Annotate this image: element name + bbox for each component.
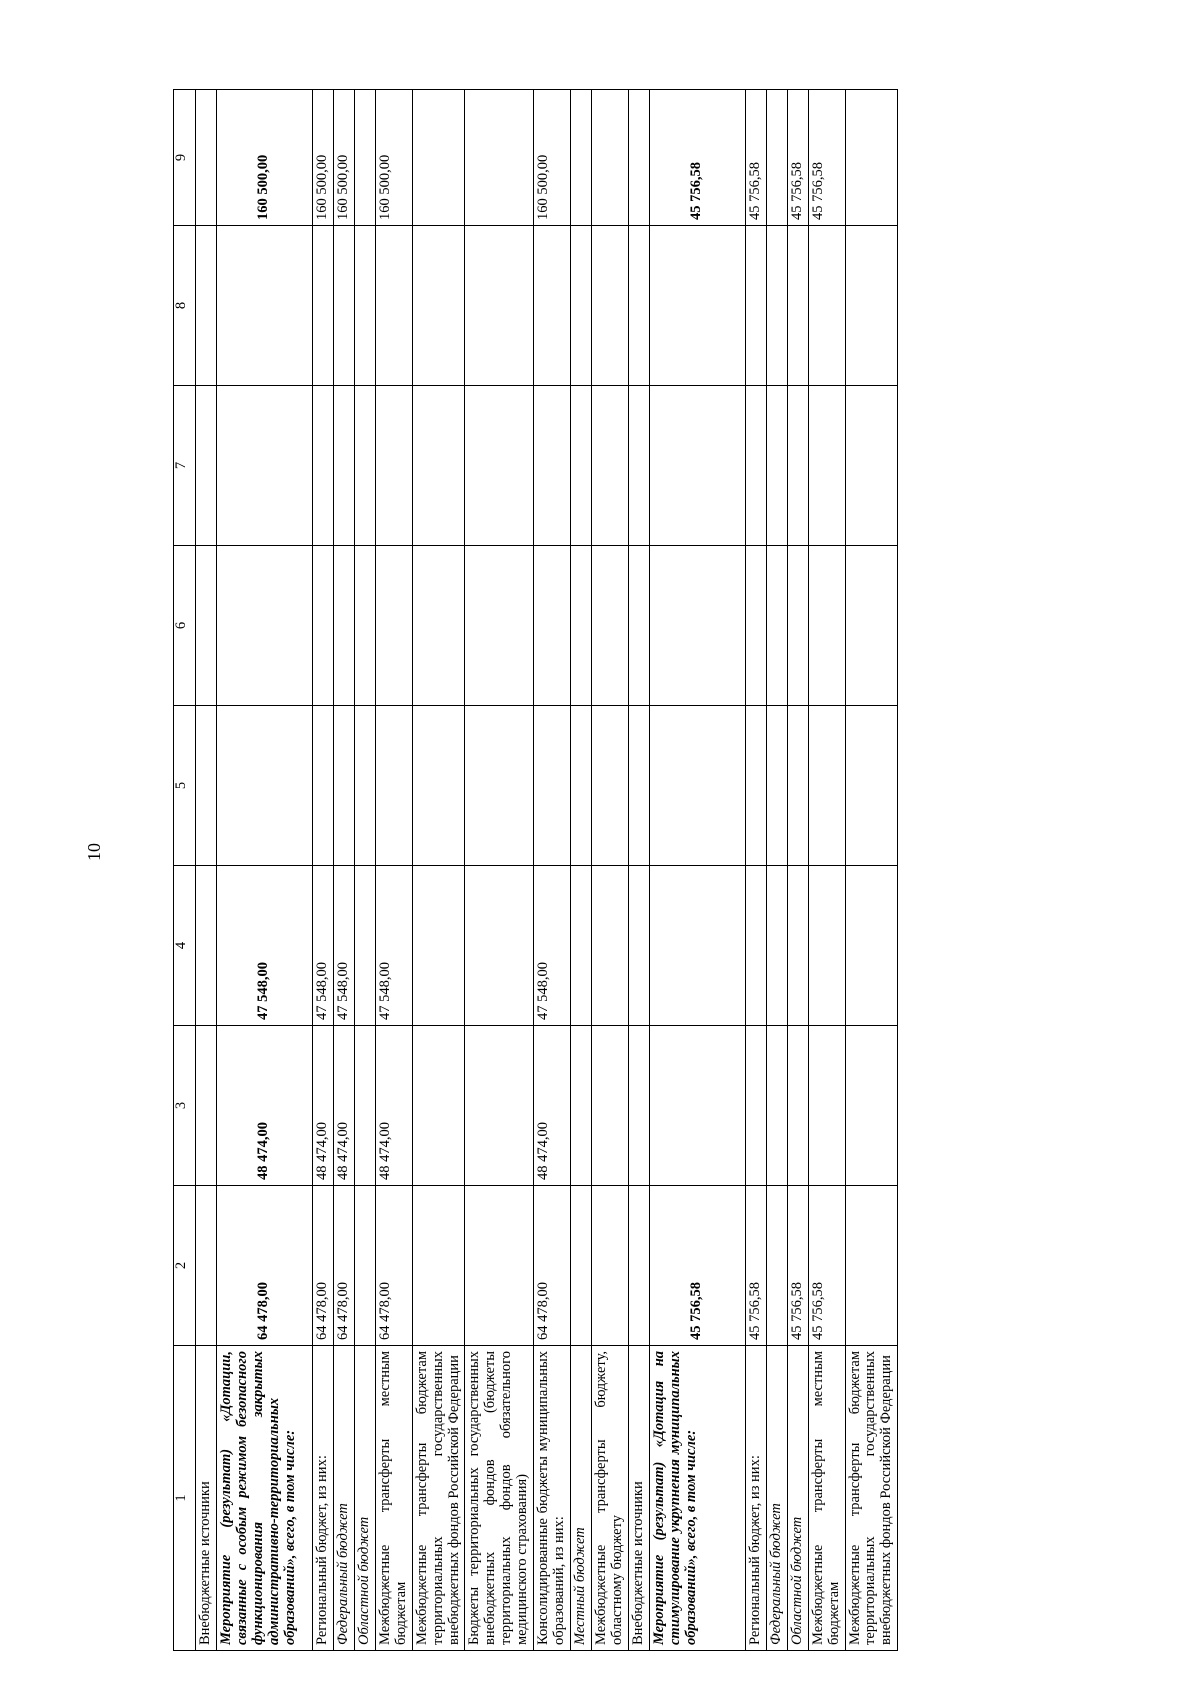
value-cell-col-7 bbox=[333, 386, 354, 546]
value-cell-col-3 bbox=[766, 1026, 787, 1186]
value-cell-col-7 bbox=[216, 386, 312, 546]
value-cell-col-3 bbox=[745, 1026, 766, 1186]
value-cell-col-8 bbox=[312, 226, 333, 386]
value-cell-col-6 bbox=[745, 546, 766, 706]
value-cell-col-7 bbox=[649, 386, 745, 546]
value-cell-col-6 bbox=[766, 546, 787, 706]
value-cell-col-3: 48 474,00 bbox=[312, 1026, 333, 1186]
value-cell-col-4 bbox=[412, 866, 465, 1026]
column-number-2: 2 bbox=[174, 1186, 196, 1346]
value-cell-col-4: 47 548,00 bbox=[375, 866, 412, 1026]
row-label: Межбюджетные трансферты местным бюджетам bbox=[375, 1346, 412, 1651]
row-label: Региональный бюджет, из них: bbox=[312, 1346, 333, 1651]
value-cell-col-7 bbox=[745, 386, 766, 546]
value-cell-col-6 bbox=[312, 546, 333, 706]
value-cell-col-2: 64 478,00 bbox=[312, 1186, 333, 1346]
value-cell-col-6 bbox=[465, 546, 534, 706]
value-cell-col-3: 48 474,00 bbox=[375, 1026, 412, 1186]
value-cell-col-2: 45 756,58 bbox=[745, 1186, 766, 1346]
table-row bbox=[808, 90, 845, 1651]
value-cell-col-4 bbox=[592, 866, 629, 1026]
row-label: Межбюджетные трансферты бюджету, областному бюджету bbox=[592, 1346, 629, 1651]
value-cell-col-2: 45 756,58 bbox=[649, 1186, 745, 1346]
table-row bbox=[592, 90, 629, 1651]
value-cell-col-9: 45 756,58 bbox=[808, 90, 845, 226]
value-cell-col-3 bbox=[787, 1026, 808, 1186]
value-cell-col-2 bbox=[592, 1186, 629, 1346]
value-cell-col-4 bbox=[649, 866, 745, 1026]
value-cell-col-7 bbox=[787, 386, 808, 546]
table-row bbox=[312, 90, 333, 1651]
value-cell-col-6 bbox=[592, 546, 629, 706]
value-cell-col-6 bbox=[333, 546, 354, 706]
value-cell-col-9 bbox=[196, 90, 217, 226]
row-label: Внебюджетные источники bbox=[196, 1346, 217, 1651]
value-cell-col-9: 160 500,00 bbox=[333, 90, 354, 226]
value-cell-col-7 bbox=[534, 386, 571, 546]
value-cell-col-9: 160 500,00 bbox=[375, 90, 412, 226]
value-cell-col-9 bbox=[465, 90, 534, 226]
value-cell-col-4 bbox=[196, 866, 217, 1026]
value-cell-col-6 bbox=[649, 546, 745, 706]
table-row bbox=[766, 90, 787, 1651]
value-cell-col-8 bbox=[375, 226, 412, 386]
value-cell-col-5 bbox=[745, 706, 766, 866]
value-cell-col-8 bbox=[534, 226, 571, 386]
value-cell-col-3 bbox=[412, 1026, 465, 1186]
value-cell-col-5 bbox=[787, 706, 808, 866]
value-cell-col-5 bbox=[375, 706, 412, 866]
column-number-9: 9 bbox=[174, 90, 196, 226]
value-cell-col-7 bbox=[196, 386, 217, 546]
value-cell-col-7 bbox=[375, 386, 412, 546]
value-cell-col-3 bbox=[628, 1026, 649, 1186]
value-cell-col-5 bbox=[766, 706, 787, 866]
value-cell-col-6 bbox=[412, 546, 465, 706]
value-cell-col-8 bbox=[196, 226, 217, 386]
value-cell-col-9: 45 756,58 bbox=[649, 90, 745, 226]
value-cell-col-2 bbox=[628, 1186, 649, 1346]
value-cell-col-9: 160 500,00 bbox=[312, 90, 333, 226]
value-cell-col-9: 160 500,00 bbox=[216, 90, 312, 226]
value-cell-col-6 bbox=[845, 546, 898, 706]
value-cell-col-6 bbox=[628, 546, 649, 706]
value-cell-col-9: 160 500,00 bbox=[534, 90, 571, 226]
value-cell-col-3: 48 474,00 bbox=[216, 1026, 312, 1186]
value-cell-col-6 bbox=[571, 546, 592, 706]
table-row bbox=[196, 90, 217, 1651]
value-cell-col-7 bbox=[412, 386, 465, 546]
value-cell-col-4: 47 548,00 bbox=[333, 866, 354, 1026]
value-cell-col-4 bbox=[745, 866, 766, 1026]
value-cell-col-2: 64 478,00 bbox=[375, 1186, 412, 1346]
value-cell-col-4 bbox=[628, 866, 649, 1026]
row-label: Межбюджетные трансферты местным бюджетам bbox=[808, 1346, 845, 1651]
value-cell-col-4 bbox=[354, 866, 375, 1026]
value-cell-col-9 bbox=[412, 90, 465, 226]
value-cell-col-6 bbox=[196, 546, 217, 706]
value-cell-col-2: 64 478,00 bbox=[534, 1186, 571, 1346]
value-cell-col-6 bbox=[375, 546, 412, 706]
value-cell-col-7 bbox=[354, 386, 375, 546]
row-label: Местный бюджет bbox=[571, 1346, 592, 1651]
value-cell-col-6 bbox=[216, 546, 312, 706]
value-cell-col-4: 47 548,00 bbox=[312, 866, 333, 1026]
table-row bbox=[354, 90, 375, 1651]
value-cell-col-9 bbox=[354, 90, 375, 226]
value-cell-col-2 bbox=[571, 1186, 592, 1346]
column-number-5: 5 bbox=[174, 706, 196, 866]
value-cell-col-8 bbox=[412, 226, 465, 386]
table-row bbox=[465, 90, 534, 1651]
row-label: Межбюджетные трансферты бюджетам территориальных государственных внебюджетных фондов Российской Федерации bbox=[845, 1346, 898, 1651]
value-cell-col-3 bbox=[571, 1026, 592, 1186]
value-cell-col-8 bbox=[649, 226, 745, 386]
budget-table-container bbox=[173, 90, 1078, 1651]
value-cell-col-5 bbox=[571, 706, 592, 866]
value-cell-col-5 bbox=[465, 706, 534, 866]
row-label: Мероприятие (результат) «Дотация на стимулирование укрупнения муниципальных образований», всего, в том числе: bbox=[649, 1346, 745, 1651]
value-cell-col-5 bbox=[534, 706, 571, 866]
column-number-7: 7 bbox=[174, 386, 196, 546]
column-number-3: 3 bbox=[174, 1026, 196, 1186]
value-cell-col-4 bbox=[571, 866, 592, 1026]
value-cell-col-8 bbox=[745, 226, 766, 386]
value-cell-col-5 bbox=[808, 706, 845, 866]
value-cell-col-2: 45 756,58 bbox=[787, 1186, 808, 1346]
value-cell-col-8 bbox=[465, 226, 534, 386]
table-row bbox=[534, 90, 571, 1651]
value-cell-col-2 bbox=[845, 1186, 898, 1346]
value-cell-col-7 bbox=[845, 386, 898, 546]
value-cell-col-5 bbox=[628, 706, 649, 866]
table-body bbox=[196, 90, 898, 1651]
value-cell-col-9 bbox=[592, 90, 629, 226]
value-cell-col-2: 64 478,00 bbox=[216, 1186, 312, 1346]
column-number-1: 1 bbox=[174, 1346, 196, 1651]
value-cell-col-8 bbox=[808, 226, 845, 386]
value-cell-col-8 bbox=[787, 226, 808, 386]
value-cell-col-2 bbox=[196, 1186, 217, 1346]
value-cell-col-8 bbox=[333, 226, 354, 386]
value-cell-col-5 bbox=[354, 706, 375, 866]
value-cell-col-3 bbox=[649, 1026, 745, 1186]
table-row bbox=[628, 90, 649, 1651]
row-label: Федеральный бюджет bbox=[333, 1346, 354, 1651]
value-cell-col-2 bbox=[465, 1186, 534, 1346]
table-row bbox=[745, 90, 766, 1651]
table-row bbox=[412, 90, 465, 1651]
value-cell-col-6 bbox=[534, 546, 571, 706]
value-cell-col-9 bbox=[628, 90, 649, 226]
value-cell-col-4: 47 548,00 bbox=[534, 866, 571, 1026]
value-cell-col-9 bbox=[571, 90, 592, 226]
value-cell-col-3 bbox=[354, 1026, 375, 1186]
column-number-8: 8 bbox=[174, 226, 196, 386]
value-cell-col-7 bbox=[312, 386, 333, 546]
value-cell-col-5 bbox=[196, 706, 217, 866]
value-cell-col-6 bbox=[808, 546, 845, 706]
value-cell-col-8 bbox=[354, 226, 375, 386]
value-cell-col-3 bbox=[196, 1026, 217, 1186]
value-cell-col-8 bbox=[766, 226, 787, 386]
value-cell-col-4 bbox=[808, 866, 845, 1026]
value-cell-col-5 bbox=[845, 706, 898, 866]
value-cell-col-7 bbox=[592, 386, 629, 546]
value-cell-col-5 bbox=[592, 706, 629, 866]
value-cell-col-2: 64 478,00 bbox=[333, 1186, 354, 1346]
value-cell-col-2 bbox=[412, 1186, 465, 1346]
value-cell-col-3 bbox=[592, 1026, 629, 1186]
row-label: Внебюджетные источники bbox=[628, 1346, 649, 1651]
value-cell-col-5 bbox=[412, 706, 465, 866]
table-row bbox=[216, 90, 312, 1651]
value-cell-col-5 bbox=[216, 706, 312, 866]
value-cell-col-5 bbox=[333, 706, 354, 866]
row-label: Региональный бюджет, из них: bbox=[745, 1346, 766, 1651]
value-cell-col-5 bbox=[649, 706, 745, 866]
value-cell-col-4 bbox=[845, 866, 898, 1026]
value-cell-col-7 bbox=[808, 386, 845, 546]
value-cell-col-9 bbox=[845, 90, 898, 226]
value-cell-col-3 bbox=[808, 1026, 845, 1186]
value-cell-col-2: 45 756,58 bbox=[808, 1186, 845, 1346]
value-cell-col-4 bbox=[766, 866, 787, 1026]
value-cell-col-8 bbox=[592, 226, 629, 386]
value-cell-col-5 bbox=[312, 706, 333, 866]
value-cell-col-4: 47 548,00 bbox=[216, 866, 312, 1026]
row-label: Областной бюджет bbox=[354, 1346, 375, 1651]
page-number: 10 bbox=[84, 843, 104, 861]
value-cell-col-7 bbox=[628, 386, 649, 546]
value-cell-col-9: 45 756,58 bbox=[745, 90, 766, 226]
value-cell-col-9: 45 756,58 bbox=[787, 90, 808, 226]
value-cell-col-6 bbox=[354, 546, 375, 706]
value-cell-col-4 bbox=[787, 866, 808, 1026]
table-row bbox=[375, 90, 412, 1651]
table-row bbox=[787, 90, 808, 1651]
column-number-4: 4 bbox=[174, 866, 196, 1026]
row-label: Областной бюджет bbox=[787, 1346, 808, 1651]
value-cell-col-3 bbox=[845, 1026, 898, 1186]
value-cell-col-8 bbox=[216, 226, 312, 386]
table-row bbox=[649, 90, 745, 1651]
column-number-row bbox=[174, 90, 196, 1651]
value-cell-col-3 bbox=[465, 1026, 534, 1186]
value-cell-col-8 bbox=[571, 226, 592, 386]
budget-table bbox=[173, 89, 898, 1651]
value-cell-col-4 bbox=[465, 866, 534, 1026]
value-cell-col-7 bbox=[571, 386, 592, 546]
row-label: Мероприятие (результат) «Дотации, связанные с особым режимом безопасного функционирования закрытых административно-территориальных образований», всего, в том числе: bbox=[216, 1346, 312, 1651]
value-cell-col-6 bbox=[787, 546, 808, 706]
value-cell-col-2 bbox=[354, 1186, 375, 1346]
value-cell-col-8 bbox=[845, 226, 898, 386]
value-cell-col-2 bbox=[766, 1186, 787, 1346]
row-label: Бюджеты территориальных государственных внебюджетных фондов (бюджеты территориальных фондов обязательного медицинского страхования) bbox=[465, 1346, 534, 1651]
value-cell-col-9 bbox=[766, 90, 787, 226]
row-label: Федеральный бюджет bbox=[766, 1346, 787, 1651]
value-cell-col-3: 48 474,00 bbox=[333, 1026, 354, 1186]
value-cell-col-7 bbox=[465, 386, 534, 546]
value-cell-col-7 bbox=[766, 386, 787, 546]
row-label: Межбюджетные трансферты бюджетам территориальных государственных внебюджетных фондов Российской Федерации bbox=[412, 1346, 465, 1651]
table-row bbox=[571, 90, 592, 1651]
value-cell-col-3: 48 474,00 bbox=[534, 1026, 571, 1186]
column-number-6: 6 bbox=[174, 546, 196, 706]
table-row bbox=[333, 90, 354, 1651]
row-label: Консолидированные бюджеты муниципальных образований, из них: bbox=[534, 1346, 571, 1651]
value-cell-col-8 bbox=[628, 226, 649, 386]
table-row bbox=[845, 90, 898, 1651]
